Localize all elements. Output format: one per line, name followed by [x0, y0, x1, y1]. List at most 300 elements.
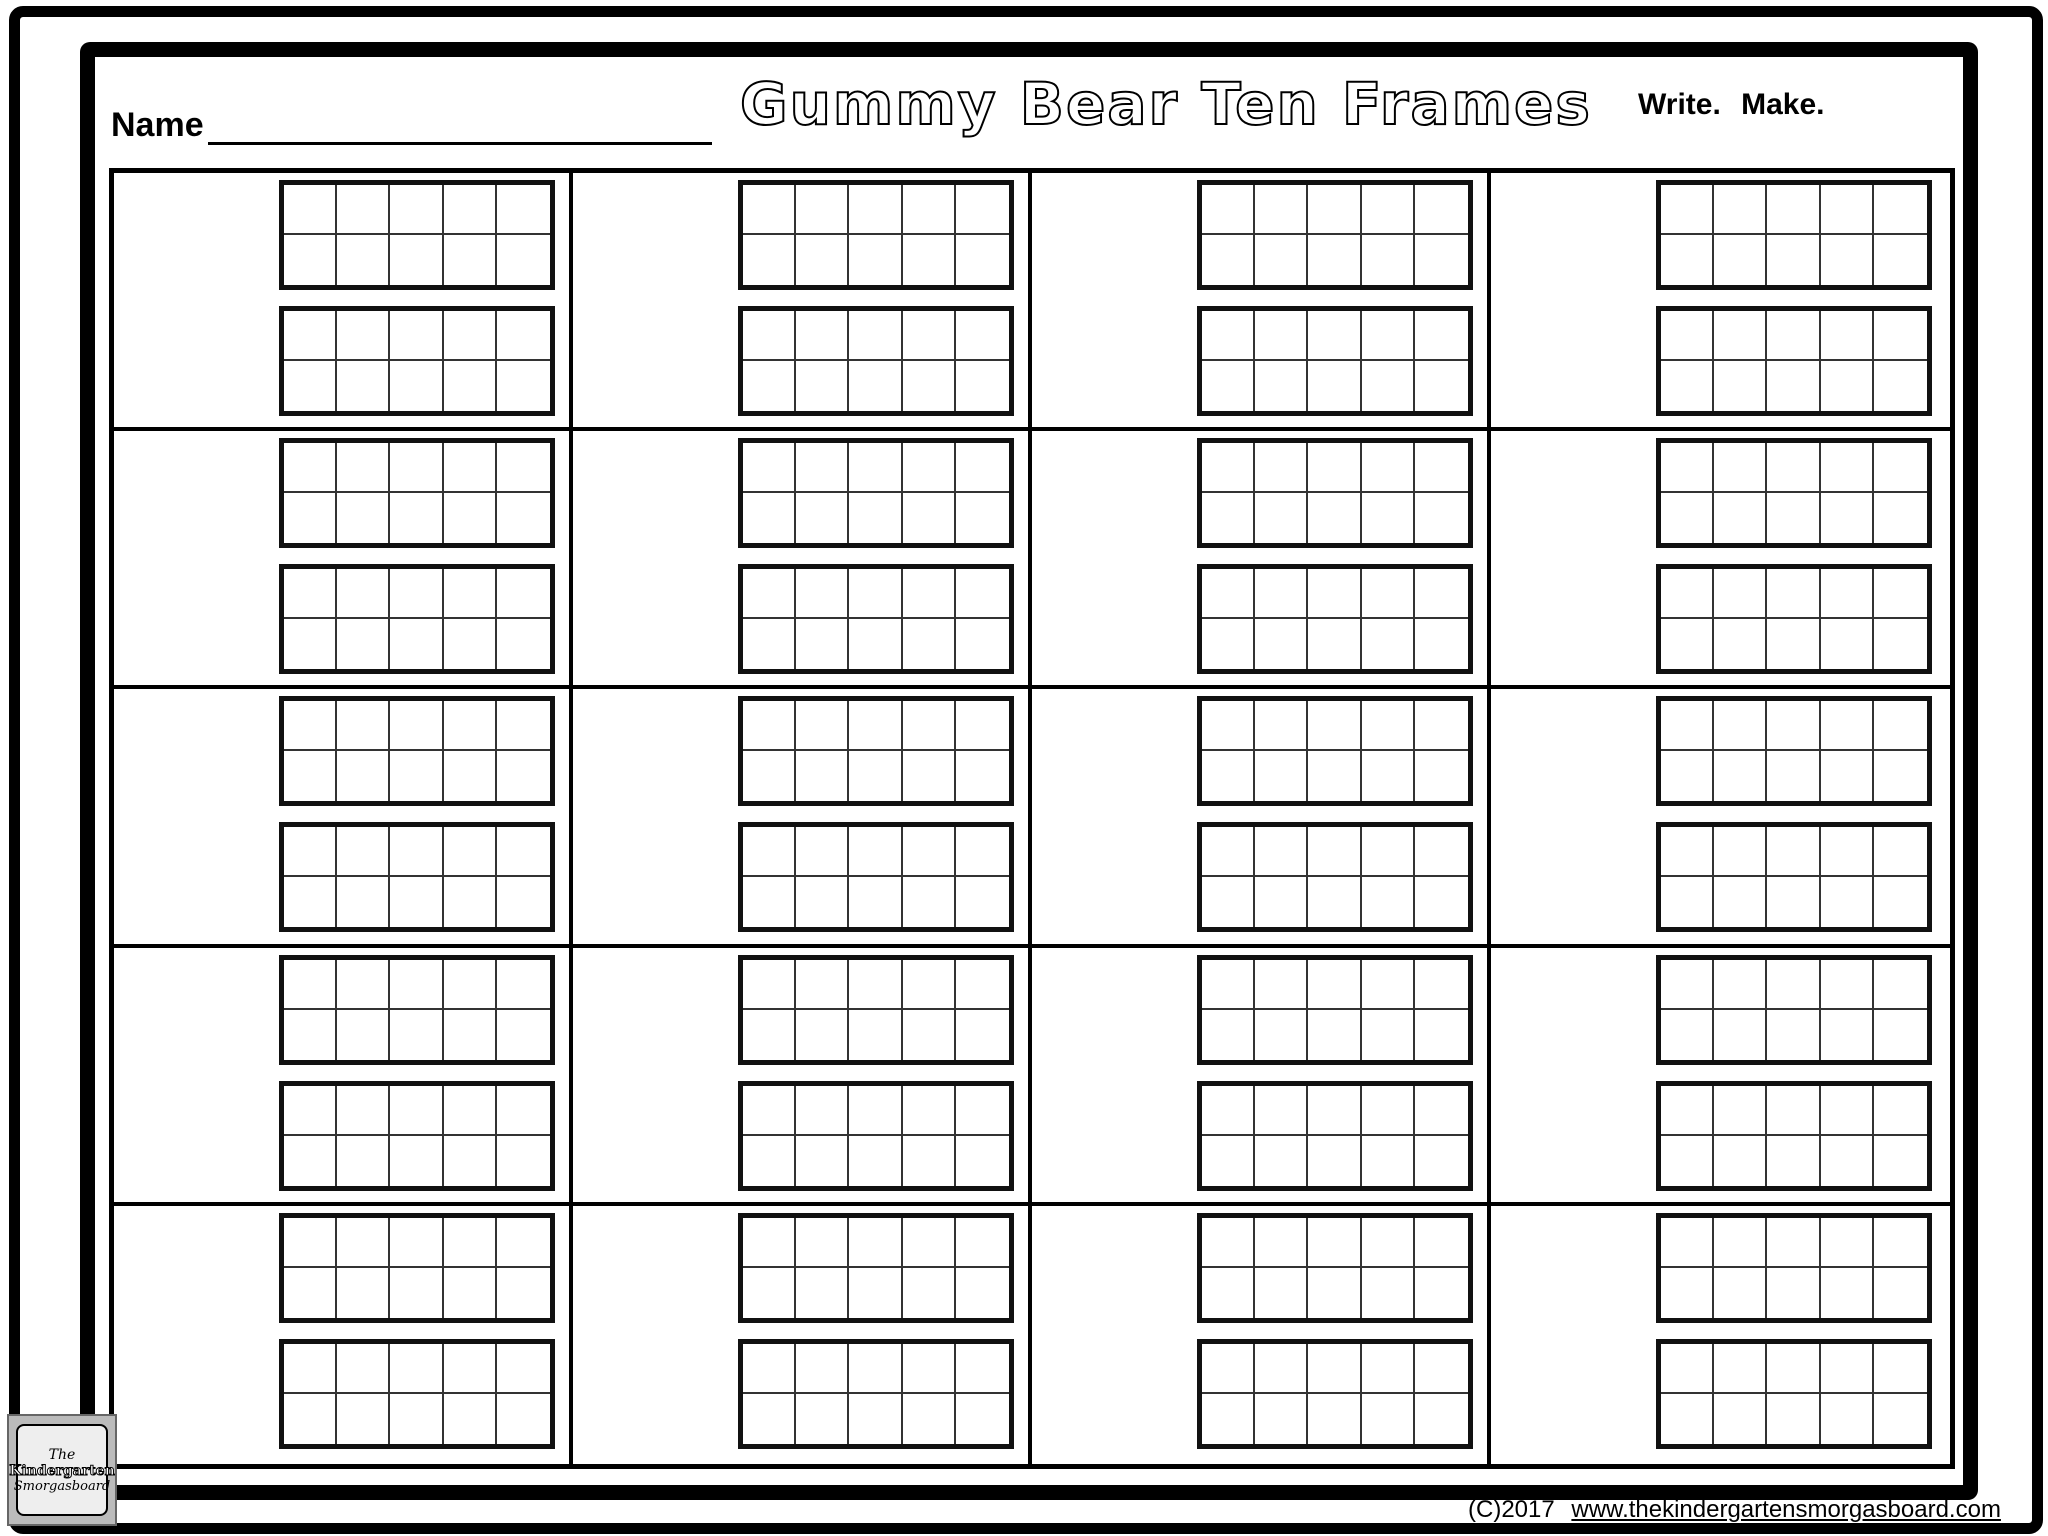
ten-frame-box[interactable]: [1714, 185, 1767, 235]
ten-frame-box[interactable]: [444, 235, 497, 285]
ten-frame-box[interactable]: [1821, 361, 1874, 411]
ten-frame-box[interactable]: [1308, 1394, 1361, 1444]
ten-frame-box[interactable]: [1362, 701, 1415, 751]
ten-frame-box[interactable]: [337, 619, 390, 669]
ten-frame[interactable]: [279, 822, 555, 932]
ten-frame-box[interactable]: [1821, 701, 1874, 751]
ten-frame[interactable]: [1656, 1339, 1932, 1449]
ten-frame-box[interactable]: [337, 311, 390, 361]
ten-frame-box[interactable]: [743, 235, 796, 285]
ten-frame-box[interactable]: [1821, 311, 1874, 361]
ten-frame-box[interactable]: [1308, 1344, 1361, 1394]
ten-frame-box[interactable]: [1202, 960, 1255, 1010]
ten-frame-box[interactable]: [444, 185, 497, 235]
ten-frame-box[interactable]: [743, 1344, 796, 1394]
ten-frame-box[interactable]: [1767, 1218, 1820, 1268]
ten-frame-box[interactable]: [444, 1010, 497, 1060]
ten-frame-box[interactable]: [284, 1010, 337, 1060]
ten-frame-box[interactable]: [1255, 1136, 1308, 1186]
ten-frame-box[interactable]: [337, 701, 390, 751]
ten-frame-box[interactable]: [1255, 960, 1308, 1010]
ten-frame-box[interactable]: [903, 235, 956, 285]
ten-frame-box[interactable]: [390, 361, 443, 411]
ten-frame-box[interactable]: [956, 1218, 1009, 1268]
ten-frame-box[interactable]: [1308, 235, 1361, 285]
ten-frame-box[interactable]: [743, 311, 796, 361]
ten-frame-box[interactable]: [1255, 877, 1308, 927]
ten-frame-box[interactable]: [849, 701, 902, 751]
ten-frame-box[interactable]: [1415, 1344, 1468, 1394]
ten-frame-box[interactable]: [1821, 235, 1874, 285]
grid-cell[interactable]: [1491, 431, 1950, 689]
ten-frame-box[interactable]: [1255, 493, 1308, 543]
ten-frame-box[interactable]: [743, 1136, 796, 1186]
ten-frame-box[interactable]: [1714, 235, 1767, 285]
ten-frame-box[interactable]: [1661, 493, 1714, 543]
ten-frame-box[interactable]: [1767, 877, 1820, 927]
ten-frame-box[interactable]: [1415, 1268, 1468, 1318]
ten-frame-box[interactable]: [284, 1136, 337, 1186]
ten-frame-box[interactable]: [284, 619, 337, 669]
ten-frame-box[interactable]: [284, 1086, 337, 1136]
ten-frame-box[interactable]: [1308, 569, 1361, 619]
ten-frame-box[interactable]: [497, 877, 550, 927]
ten-frame-box[interactable]: [1362, 1136, 1415, 1186]
ten-frame-box[interactable]: [956, 185, 1009, 235]
ten-frame[interactable]: [1656, 1081, 1932, 1191]
ten-frame-box[interactable]: [1415, 827, 1468, 877]
ten-frame-box[interactable]: [903, 619, 956, 669]
ten-frame-box[interactable]: [444, 1136, 497, 1186]
ten-frame-box[interactable]: [903, 493, 956, 543]
ten-frame-box[interactable]: [903, 1010, 956, 1060]
ten-frame-box[interactable]: [1874, 619, 1927, 669]
ten-frame-box[interactable]: [1415, 311, 1468, 361]
ten-frame-box[interactable]: [390, 569, 443, 619]
ten-frame-box[interactable]: [903, 1136, 956, 1186]
ten-frame-box[interactable]: [1874, 1394, 1927, 1444]
ten-frame-box[interactable]: [1874, 1136, 1927, 1186]
ten-frame-box[interactable]: [1415, 751, 1468, 801]
ten-frame-box[interactable]: [1308, 443, 1361, 493]
ten-frame-box[interactable]: [743, 1010, 796, 1060]
ten-frame-box[interactable]: [497, 493, 550, 543]
ten-frame-box[interactable]: [956, 1086, 1009, 1136]
ten-frame-box[interactable]: [1874, 1268, 1927, 1318]
ten-frame-box[interactable]: [956, 1394, 1009, 1444]
ten-frame-box[interactable]: [849, 1136, 902, 1186]
ten-frame[interactable]: [1197, 306, 1473, 416]
ten-frame-box[interactable]: [743, 960, 796, 1010]
ten-frame-box[interactable]: [743, 1218, 796, 1268]
ten-frame-box[interactable]: [390, 877, 443, 927]
ten-frame-box[interactable]: [390, 1010, 443, 1060]
ten-frame-box[interactable]: [1767, 1136, 1820, 1186]
ten-frame-box[interactable]: [903, 960, 956, 1010]
ten-frame-box[interactable]: [1202, 1010, 1255, 1060]
ten-frame-box[interactable]: [497, 619, 550, 669]
ten-frame-box[interactable]: [337, 361, 390, 411]
ten-frame-box[interactable]: [1714, 1010, 1767, 1060]
ten-frame-box[interactable]: [444, 1086, 497, 1136]
ten-frame-box[interactable]: [1415, 361, 1468, 411]
ten-frame-box[interactable]: [284, 1394, 337, 1444]
ten-frame-box[interactable]: [1874, 1218, 1927, 1268]
ten-frame-box[interactable]: [1661, 619, 1714, 669]
ten-frame[interactable]: [279, 564, 555, 674]
ten-frame-box[interactable]: [1714, 1344, 1767, 1394]
ten-frame-box[interactable]: [1362, 311, 1415, 361]
ten-frame-box[interactable]: [1661, 877, 1714, 927]
ten-frame-box[interactable]: [1874, 235, 1927, 285]
ten-frame-box[interactable]: [1874, 185, 1927, 235]
ten-frame-box[interactable]: [1255, 751, 1308, 801]
ten-frame-box[interactable]: [284, 235, 337, 285]
ten-frame-box[interactable]: [1255, 311, 1308, 361]
ten-frame-box[interactable]: [1202, 311, 1255, 361]
ten-frame[interactable]: [1656, 696, 1932, 806]
ten-frame[interactable]: [1656, 822, 1932, 932]
ten-frame-box[interactable]: [1661, 1394, 1714, 1444]
ten-frame-box[interactable]: [1821, 877, 1874, 927]
ten-frame[interactable]: [1197, 1213, 1473, 1323]
ten-frame-box[interactable]: [1767, 1086, 1820, 1136]
ten-frame-box[interactable]: [284, 877, 337, 927]
ten-frame-box[interactable]: [1874, 701, 1927, 751]
ten-frame-box[interactable]: [1661, 235, 1714, 285]
ten-frame-box[interactable]: [1714, 569, 1767, 619]
ten-frame-box[interactable]: [390, 311, 443, 361]
ten-frame-box[interactable]: [1874, 311, 1927, 361]
ten-frame-box[interactable]: [1767, 619, 1820, 669]
grid-cell[interactable]: [1032, 948, 1491, 1206]
ten-frame-box[interactable]: [796, 569, 849, 619]
ten-frame-box[interactable]: [903, 751, 956, 801]
ten-frame-box[interactable]: [337, 1086, 390, 1136]
ten-frame[interactable]: [279, 1213, 555, 1323]
ten-frame-box[interactable]: [849, 493, 902, 543]
ten-frame[interactable]: [1197, 1339, 1473, 1449]
ten-frame-box[interactable]: [390, 960, 443, 1010]
ten-frame-box[interactable]: [1415, 185, 1468, 235]
ten-frame[interactable]: [1197, 180, 1473, 290]
ten-frame-box[interactable]: [444, 619, 497, 669]
ten-frame-box[interactable]: [1202, 619, 1255, 669]
ten-frame-box[interactable]: [1874, 443, 1927, 493]
ten-frame-box[interactable]: [1362, 361, 1415, 411]
ten-frame-box[interactable]: [743, 1268, 796, 1318]
ten-frame[interactable]: [738, 564, 1014, 674]
ten-frame-box[interactable]: [1714, 1394, 1767, 1444]
grid-cell[interactable]: [114, 173, 573, 431]
ten-frame-box[interactable]: [497, 1344, 550, 1394]
ten-frame-box[interactable]: [849, 1010, 902, 1060]
ten-frame[interactable]: [1197, 564, 1473, 674]
ten-frame-box[interactable]: [903, 1218, 956, 1268]
ten-frame-box[interactable]: [849, 311, 902, 361]
ten-frame-box[interactable]: [497, 960, 550, 1010]
ten-frame-box[interactable]: [1255, 443, 1308, 493]
ten-frame-box[interactable]: [796, 443, 849, 493]
ten-frame[interactable]: [279, 180, 555, 290]
grid-cell[interactable]: [1032, 431, 1491, 689]
ten-frame-box[interactable]: [1661, 1344, 1714, 1394]
ten-frame-box[interactable]: [1308, 185, 1361, 235]
ten-frame-box[interactable]: [1767, 493, 1820, 543]
ten-frame-box[interactable]: [337, 493, 390, 543]
ten-frame-box[interactable]: [1362, 569, 1415, 619]
ten-frame-box[interactable]: [497, 1218, 550, 1268]
ten-frame-box[interactable]: [1362, 1344, 1415, 1394]
ten-frame-box[interactable]: [796, 960, 849, 1010]
ten-frame-box[interactable]: [1874, 361, 1927, 411]
ten-frame-box[interactable]: [337, 1344, 390, 1394]
ten-frame-box[interactable]: [390, 1218, 443, 1268]
ten-frame-box[interactable]: [1874, 827, 1927, 877]
ten-frame-box[interactable]: [1202, 877, 1255, 927]
ten-frame-box[interactable]: [1255, 1344, 1308, 1394]
ten-frame-box[interactable]: [1821, 443, 1874, 493]
ten-frame-box[interactable]: [1202, 361, 1255, 411]
ten-frame-box[interactable]: [796, 361, 849, 411]
ten-frame-box[interactable]: [1714, 751, 1767, 801]
ten-frame-box[interactable]: [1874, 569, 1927, 619]
grid-cell[interactable]: [573, 431, 1032, 689]
ten-frame-box[interactable]: [1874, 877, 1927, 927]
ten-frame[interactable]: [738, 1081, 1014, 1191]
ten-frame-box[interactable]: [1714, 701, 1767, 751]
ten-frame[interactable]: [738, 1339, 1014, 1449]
ten-frame-box[interactable]: [849, 877, 902, 927]
ten-frame-box[interactable]: [743, 751, 796, 801]
ten-frame-box[interactable]: [1415, 235, 1468, 285]
ten-frame-box[interactable]: [1308, 1268, 1361, 1318]
ten-frame-box[interactable]: [903, 311, 956, 361]
grid-cell[interactable]: [1032, 689, 1491, 947]
ten-frame-box[interactable]: [903, 185, 956, 235]
ten-frame-box[interactable]: [1767, 443, 1820, 493]
ten-frame-box[interactable]: [337, 185, 390, 235]
ten-frame-box[interactable]: [1821, 1218, 1874, 1268]
ten-frame-box[interactable]: [1661, 1268, 1714, 1318]
ten-frame-box[interactable]: [796, 1394, 849, 1444]
ten-frame-box[interactable]: [849, 960, 902, 1010]
ten-frame-box[interactable]: [1714, 1086, 1767, 1136]
ten-frame-box[interactable]: [849, 619, 902, 669]
ten-frame-box[interactable]: [743, 877, 796, 927]
grid-cell[interactable]: [114, 1206, 573, 1464]
ten-frame-box[interactable]: [1202, 1218, 1255, 1268]
ten-frame[interactable]: [1656, 180, 1932, 290]
ten-frame-box[interactable]: [284, 185, 337, 235]
ten-frame[interactable]: [738, 822, 1014, 932]
ten-frame-box[interactable]: [390, 1344, 443, 1394]
ten-frame-box[interactable]: [1202, 185, 1255, 235]
ten-frame-box[interactable]: [1415, 569, 1468, 619]
ten-frame-box[interactable]: [1821, 827, 1874, 877]
ten-frame[interactable]: [1656, 1213, 1932, 1323]
ten-frame-box[interactable]: [956, 751, 1009, 801]
ten-frame-box[interactable]: [1362, 1010, 1415, 1060]
grid-cell[interactable]: [1032, 1206, 1491, 1464]
ten-frame-box[interactable]: [849, 185, 902, 235]
ten-frame-box[interactable]: [1714, 619, 1767, 669]
ten-frame-box[interactable]: [1821, 1136, 1874, 1186]
ten-frame[interactable]: [1197, 822, 1473, 932]
ten-frame-box[interactable]: [796, 619, 849, 669]
ten-frame-box[interactable]: [743, 185, 796, 235]
grid-cell[interactable]: [573, 689, 1032, 947]
ten-frame-box[interactable]: [849, 1394, 902, 1444]
ten-frame[interactable]: [738, 306, 1014, 416]
ten-frame-box[interactable]: [1821, 493, 1874, 543]
ten-frame-box[interactable]: [444, 443, 497, 493]
ten-frame-box[interactable]: [1767, 185, 1820, 235]
ten-frame-box[interactable]: [1661, 185, 1714, 235]
ten-frame-box[interactable]: [743, 493, 796, 543]
ten-frame-box[interactable]: [903, 1344, 956, 1394]
ten-frame-box[interactable]: [1362, 493, 1415, 543]
ten-frame-box[interactable]: [1714, 493, 1767, 543]
ten-frame-box[interactable]: [444, 960, 497, 1010]
ten-frame-box[interactable]: [284, 361, 337, 411]
ten-frame-box[interactable]: [1255, 361, 1308, 411]
ten-frame[interactable]: [1197, 1081, 1473, 1191]
ten-frame-box[interactable]: [337, 1218, 390, 1268]
ten-frame-box[interactable]: [1767, 960, 1820, 1010]
ten-frame-box[interactable]: [903, 443, 956, 493]
ten-frame-box[interactable]: [497, 1086, 550, 1136]
ten-frame-box[interactable]: [796, 1010, 849, 1060]
ten-frame-box[interactable]: [1255, 235, 1308, 285]
ten-frame-box[interactable]: [1821, 1086, 1874, 1136]
ten-frame[interactable]: [1656, 438, 1932, 548]
ten-frame-box[interactable]: [796, 235, 849, 285]
grid-cell[interactable]: [114, 431, 573, 689]
ten-frame-box[interactable]: [497, 443, 550, 493]
ten-frame[interactable]: [279, 1339, 555, 1449]
grid-cell[interactable]: [1491, 689, 1950, 947]
ten-frame-box[interactable]: [1767, 569, 1820, 619]
ten-frame-box[interactable]: [956, 361, 1009, 411]
ten-frame-box[interactable]: [743, 827, 796, 877]
ten-frame-box[interactable]: [390, 493, 443, 543]
ten-frame-box[interactable]: [1255, 619, 1308, 669]
ten-frame-box[interactable]: [390, 1136, 443, 1186]
ten-frame-box[interactable]: [1362, 235, 1415, 285]
ten-frame-box[interactable]: [337, 827, 390, 877]
ten-frame-box[interactable]: [743, 1086, 796, 1136]
ten-frame-box[interactable]: [1308, 1218, 1361, 1268]
ten-frame-box[interactable]: [337, 1394, 390, 1444]
grid-cell[interactable]: [114, 689, 573, 947]
ten-frame-box[interactable]: [337, 1136, 390, 1186]
ten-frame-box[interactable]: [903, 1268, 956, 1318]
ten-frame-box[interactable]: [1767, 1394, 1820, 1444]
ten-frame-box[interactable]: [1714, 1268, 1767, 1318]
ten-frame-box[interactable]: [903, 701, 956, 751]
ten-frame-box[interactable]: [1821, 1344, 1874, 1394]
grid-cell[interactable]: [1491, 173, 1950, 431]
name-input-line[interactable]: [208, 142, 712, 145]
ten-frame-box[interactable]: [1767, 827, 1820, 877]
ten-frame-box[interactable]: [497, 569, 550, 619]
ten-frame-box[interactable]: [1362, 1086, 1415, 1136]
ten-frame[interactable]: [738, 1213, 1014, 1323]
ten-frame-box[interactable]: [390, 235, 443, 285]
ten-frame-box[interactable]: [444, 827, 497, 877]
ten-frame[interactable]: [738, 955, 1014, 1065]
ten-frame-box[interactable]: [849, 827, 902, 877]
ten-frame-box[interactable]: [444, 493, 497, 543]
ten-frame-box[interactable]: [1255, 1010, 1308, 1060]
ten-frame-box[interactable]: [956, 493, 1009, 543]
ten-frame-box[interactable]: [1202, 701, 1255, 751]
ten-frame-box[interactable]: [1714, 1136, 1767, 1186]
ten-frame-box[interactable]: [1202, 1136, 1255, 1186]
ten-frame[interactable]: [279, 306, 555, 416]
ten-frame-box[interactable]: [796, 877, 849, 927]
ten-frame-box[interactable]: [1661, 1136, 1714, 1186]
ten-frame-box[interactable]: [497, 1394, 550, 1444]
ten-frame-box[interactable]: [849, 443, 902, 493]
ten-frame-box[interactable]: [337, 877, 390, 927]
ten-frame-box[interactable]: [1767, 1344, 1820, 1394]
ten-frame-box[interactable]: [284, 827, 337, 877]
ten-frame-box[interactable]: [1714, 827, 1767, 877]
ten-frame-box[interactable]: [956, 1268, 1009, 1318]
ten-frame[interactable]: [1197, 696, 1473, 806]
ten-frame-box[interactable]: [444, 1394, 497, 1444]
ten-frame-box[interactable]: [1308, 361, 1361, 411]
grid-cell[interactable]: [114, 948, 573, 1206]
ten-frame-box[interactable]: [1821, 185, 1874, 235]
ten-frame-box[interactable]: [1661, 1218, 1714, 1268]
ten-frame[interactable]: [1656, 564, 1932, 674]
ten-frame-box[interactable]: [956, 877, 1009, 927]
grid-cell[interactable]: [573, 948, 1032, 1206]
ten-frame-box[interactable]: [337, 569, 390, 619]
ten-frame-box[interactable]: [956, 619, 1009, 669]
ten-frame-box[interactable]: [903, 1086, 956, 1136]
ten-frame-box[interactable]: [444, 701, 497, 751]
ten-frame-box[interactable]: [497, 235, 550, 285]
ten-frame-box[interactable]: [337, 1010, 390, 1060]
ten-frame-box[interactable]: [444, 361, 497, 411]
ten-frame-box[interactable]: [1202, 827, 1255, 877]
ten-frame-box[interactable]: [1202, 1394, 1255, 1444]
ten-frame-box[interactable]: [1362, 1218, 1415, 1268]
ten-frame-box[interactable]: [1202, 1086, 1255, 1136]
ten-frame-box[interactable]: [444, 1268, 497, 1318]
ten-frame-box[interactable]: [1308, 619, 1361, 669]
ten-frame-box[interactable]: [337, 751, 390, 801]
ten-frame-box[interactable]: [284, 1268, 337, 1318]
ten-frame-box[interactable]: [390, 443, 443, 493]
ten-frame-box[interactable]: [1661, 827, 1714, 877]
ten-frame-box[interactable]: [1767, 1268, 1820, 1318]
ten-frame-box[interactable]: [1661, 701, 1714, 751]
ten-frame-box[interactable]: [444, 751, 497, 801]
ten-frame[interactable]: [1197, 955, 1473, 1065]
ten-frame-box[interactable]: [497, 701, 550, 751]
ten-frame-box[interactable]: [497, 1136, 550, 1186]
website-link[interactable]: www.thekindergartensmorgasboard.com: [1571, 1496, 2001, 1523]
grid-cell[interactable]: [1491, 1206, 1950, 1464]
ten-frame-box[interactable]: [849, 1218, 902, 1268]
ten-frame-box[interactable]: [284, 1218, 337, 1268]
ten-frame-box[interactable]: [1308, 877, 1361, 927]
